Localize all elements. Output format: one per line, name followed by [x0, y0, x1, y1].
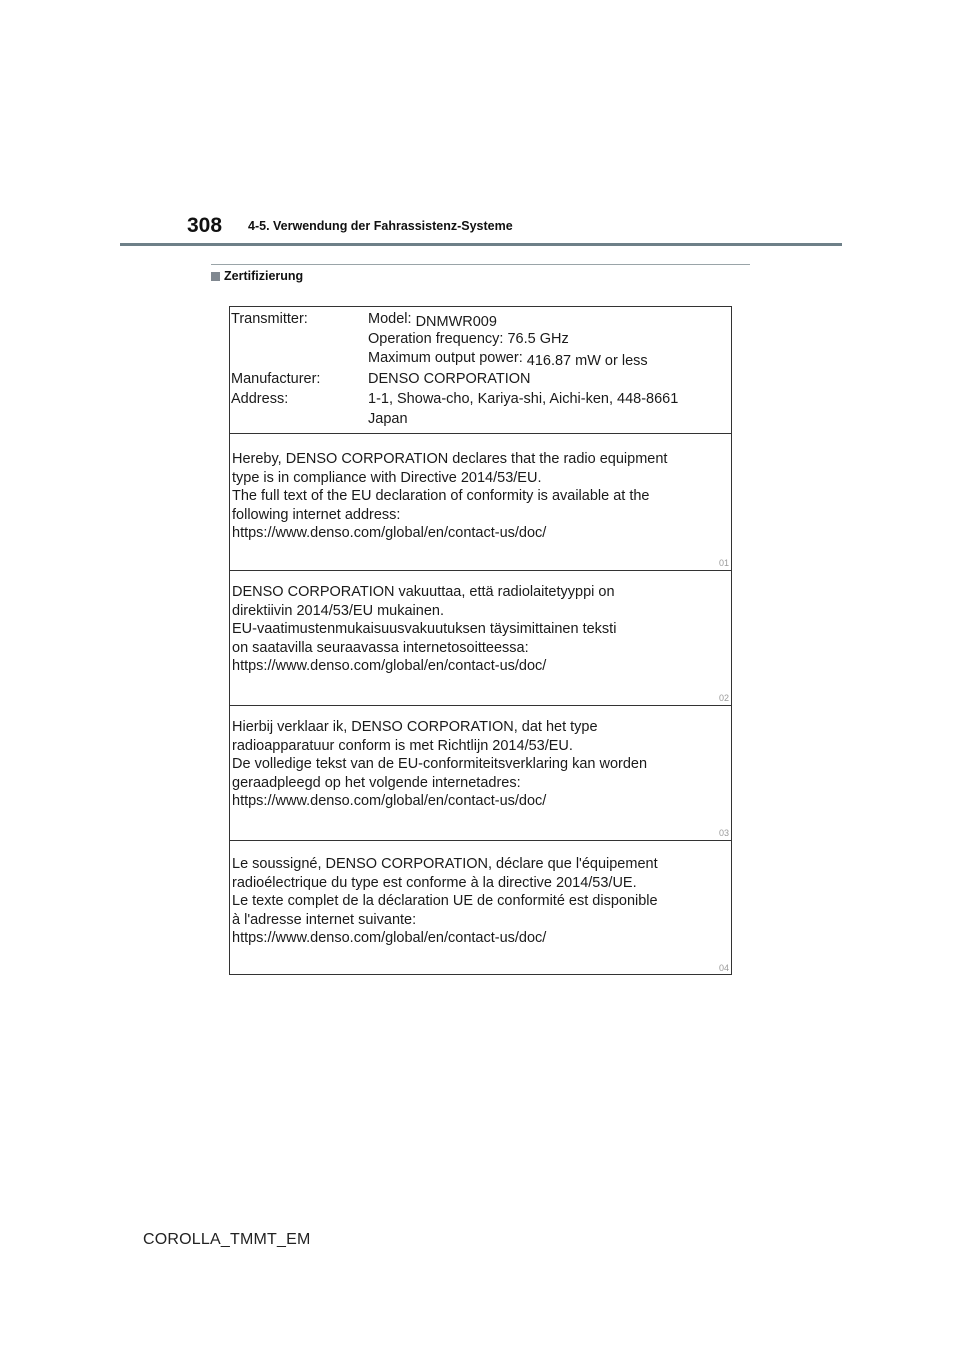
section-tag: 03	[718, 828, 729, 838]
model-value: DNMWR009	[415, 314, 497, 330]
declaration-url: https://www.denso.com/global/en/contact-us/doc/	[232, 658, 547, 674]
declaration-line: geraadpleegd op het volgende internetadres:	[232, 774, 521, 791]
declaration-text	[232, 855, 723, 948]
manufacturer-value: DENSO CORPORATION	[368, 371, 531, 387]
power-entry	[368, 349, 648, 367]
declaration-line: Le texte complet de la déclaration UE de conformité est disponible	[232, 893, 658, 909]
declaration-line: type is in compliance with Directive 2014/53/EU.	[232, 469, 542, 486]
declaration-line: à l'adresse internet suivante:	[232, 911, 417, 928]
square-bullet-icon	[211, 272, 220, 281]
section-tag: 04	[718, 963, 729, 973]
frequency-value: Operation frequency: 76.5 GHz	[368, 331, 569, 347]
declaration-line: Hereby, DENSO CORPORATION declares that the radio equipment	[232, 451, 668, 467]
declaration-line: radioapparatuur conform is met Richtlijn 2014/53/EU.	[232, 737, 573, 754]
model-entry	[368, 310, 497, 328]
footer-code: COROLLA_TMMT_EM	[143, 1231, 311, 1248]
declaration-line: Hierbij verklaar ik, DENSO CORPORATION, dat het type	[232, 719, 598, 735]
subheading-rule	[211, 264, 750, 265]
declaration-line: following internet address:	[232, 506, 401, 523]
address-line1: 1-1, Showa-cho, Kariya-shi, Aichi-ken, 448-8661	[368, 391, 679, 407]
subheading	[211, 269, 303, 283]
declaration-url: https://www.denso.com/global/en/contact-us/doc/	[232, 525, 547, 541]
page-number: 308	[187, 214, 223, 237]
declaration-line: DENSO CORPORATION vakuuttaa, että radiolaitetyyppi on	[232, 584, 615, 600]
declaration-english	[230, 434, 731, 571]
declaration-finnish	[230, 571, 731, 706]
address-label: Address:	[231, 391, 289, 407]
section-tag: 02	[718, 693, 729, 703]
spec-section	[230, 307, 731, 434]
declaration-text	[232, 583, 723, 676]
header-rule	[120, 243, 842, 246]
certification-box	[229, 306, 732, 975]
model-label: Model:	[368, 311, 412, 327]
power-value: 416.87 mW or less	[526, 353, 648, 369]
declaration-line: The full text of the EU declaration of conformity is available at the	[232, 488, 650, 504]
declaration-line: Le soussigné, DENSO CORPORATION, déclare que l'équipement	[232, 856, 658, 872]
declaration-line: radioélectrique du type est conforme à la directive 2014/53/UE.	[232, 874, 637, 891]
declaration-url: https://www.denso.com/global/en/contact-us/doc/	[232, 793, 547, 809]
declaration-line: direktiivin 2014/53/EU mukainen.	[232, 602, 444, 619]
declaration-line: De volledige tekst van de EU-conformiteitsverklaring kan worden	[232, 756, 648, 772]
transmitter-label: Transmitter:	[231, 311, 308, 327]
address-line2: Japan	[368, 411, 408, 427]
declaration-text	[232, 450, 723, 543]
declaration-url: https://www.denso.com/global/en/contact-us/doc/	[232, 930, 547, 946]
section-tag: 01	[718, 558, 729, 568]
declaration-line: EU-vaatimustenmukaisuusvakuutuksen täysimittainen teksti	[232, 621, 617, 637]
declaration-french	[230, 841, 731, 975]
power-label: Maximum output power:	[368, 350, 523, 366]
declaration-text	[232, 718, 723, 811]
subheading-text: Zertifizierung	[224, 269, 304, 283]
manufacturer-label: Manufacturer:	[231, 371, 321, 387]
section-title: 4-5. Verwendung der Fahrassistenz-Systeme	[248, 219, 513, 233]
declaration-dutch	[230, 706, 731, 841]
declaration-line: on saatavilla seuraavassa internetosoitteessa:	[232, 639, 529, 656]
